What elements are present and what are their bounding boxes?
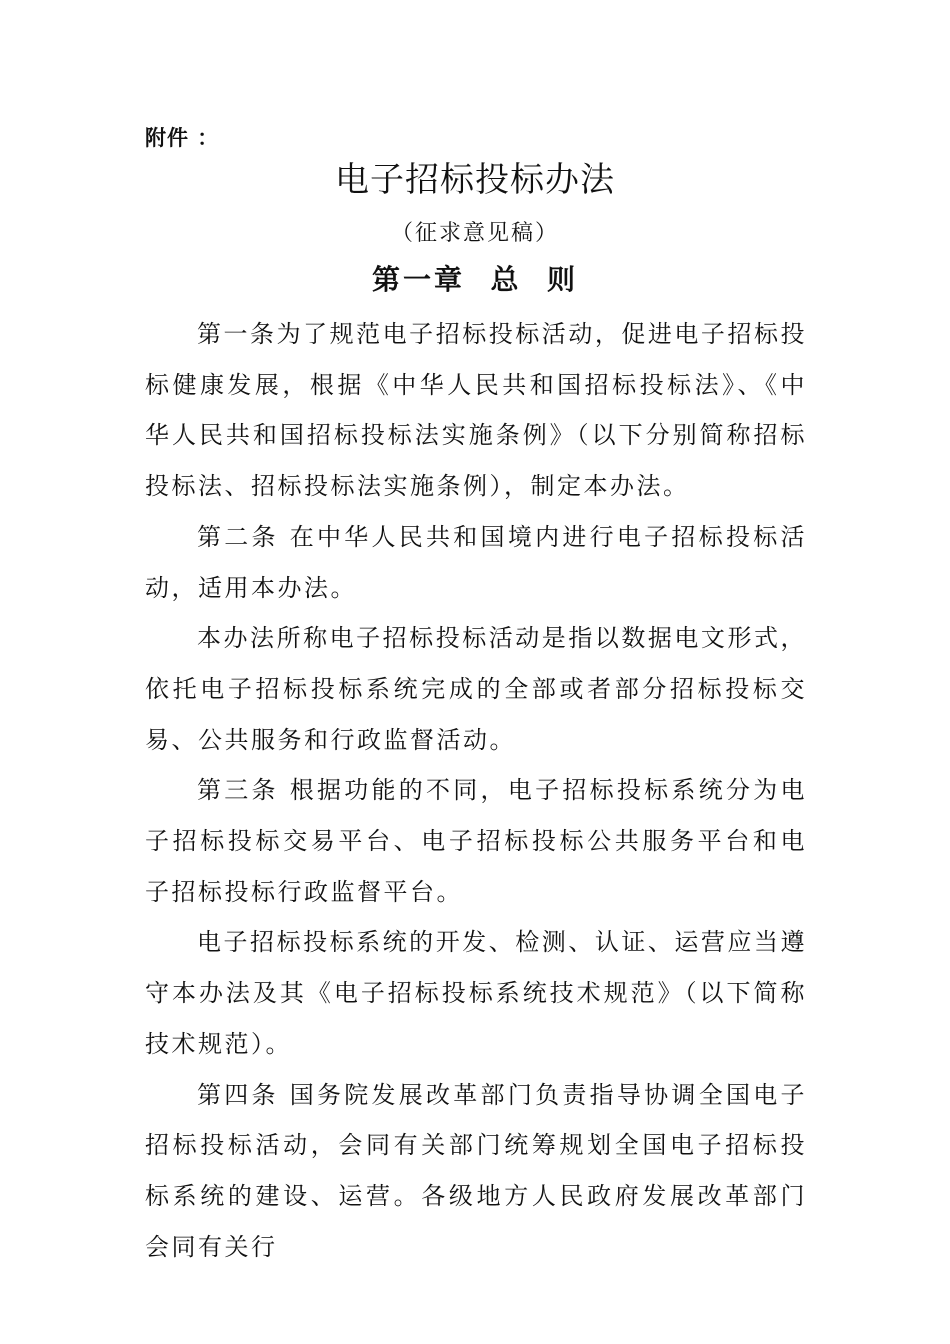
document-title: 电子招标投标办法 [335,160,615,200]
paragraph-article-2: 第二条 在中华人民共和国境内进行电子招标投标活动，适用本办法。 [145,522,807,602]
document-body [145,309,807,1272]
paragraph-article-1: 第一条为了规范电子招标投标活动，促进电子招标投标健康发展，根据《中华人民共和国招标投标法》、《中华人民共和国招标投标法实施条例》（以下分别简称招标投标法、招标投标法实施条例），制定本办法。 [145,320,807,501]
chapter-title: 第一章 总 则 [372,263,578,296]
paragraph-article-3: 第三条 根据功能的不同，电子招标投标系统分为电子招标投标交易平台、电子招标投标公共服务平台和电子招标投标行政监督平台。 [145,776,807,906]
paragraph-article-2-definition: 本办法所称电子招标投标活动是指以数据电文形式，依托电子招标投标系统完成的全部或者部分招标投标交易、公共服务和行政监督活动。 [145,624,807,754]
document-subtitle: （征求意见稿） [390,221,559,246]
paragraph-article-4: 第四条 国务院发展改革部门负责指导协调全国电子招标投标活动，会同有关部门统筹规划全国电子招标投标系统的建设、运营。各级地方人民政府发展改革部门会同有关行 [145,1080,807,1261]
paragraph-article-3-standards: 电子招标投标系统的开发、检测、认证、运营应当遵守本办法及其《电子招标投标系统技术规范》（以下简称技术规范）。 [145,928,807,1058]
attachment-label: 附件 ： [145,126,220,150]
